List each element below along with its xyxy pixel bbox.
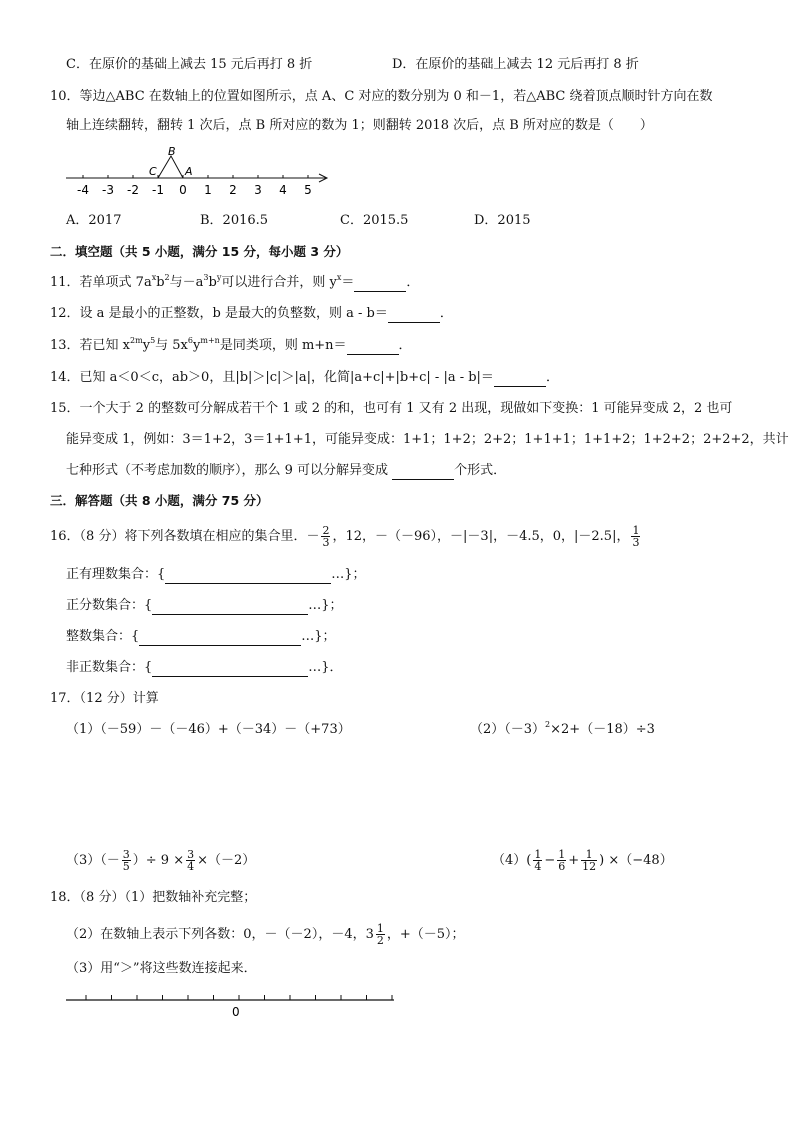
q10-tick-label: -4 <box>77 183 89 197</box>
q17-p3-fraction-3-4: $\frac{3}{4}$ <box>187 848 195 873</box>
q10-tick-label: 0 <box>179 183 187 197</box>
q18-line2: （2）在数轴上表示下列各数：0，－（－2），－4，3 $\frac{1}{2}$ ，+（－5）； <box>66 922 465 947</box>
q15-line3: 七种形式（不考虑加数的顺序），那么 9 可以分解异变成 个形式． <box>66 463 507 478</box>
q10-number-line-figure <box>64 144 334 197</box>
q16-set-integer: 整数集合：{ …}； <box>66 629 336 644</box>
q10-option-a: A．2017 <box>66 213 122 228</box>
q16-stem: 16．（8 分）将下列各数填在相应的集合里．－ $\frac{2}{3}$ ，12，－（－96），－|－3|，－4.5，0，|－2.5|， $\frac{1}{3}$ <box>50 524 640 549</box>
q10-tick-label: 3 <box>254 183 262 197</box>
q10-tick-label: 2 <box>229 183 237 197</box>
q10-option-d: D．2015 <box>474 213 531 228</box>
q15-line1: 15．一个大于 2 的整数可分解成若干个 1 或 2 的和，也可有 1 又有 2 出现，现做如下变换：1 可能异变成 2，2 也可 <box>50 401 733 416</box>
q10-tick-label: 4 <box>279 183 287 197</box>
q13-answer-blank[interactable] <box>347 340 399 355</box>
q11-answer-blank[interactable] <box>354 277 406 292</box>
q17-part2: $(2)(-3)^2\times 2+(-18)\div 3$ <box>470 719 655 737</box>
q10-tick-label: -2 <box>127 183 139 197</box>
q13-line: 13．若已知 $x^{2m}y^5$与 $5x^6y^{m+n}$是同类项，则 m+n＝ ． <box>50 335 412 353</box>
q10-label-a: A <box>185 165 193 178</box>
q18-axis-zero-label: 0 <box>232 1005 240 1019</box>
q10-tick-label: -3 <box>102 183 114 197</box>
q10-stem-line1: 10．等边△ABC 在数轴上的位置如图所示，点 A、C 对应的数分别为 0 和－1，若△ABC 绕着顶点顺时针方向在数 <box>50 89 713 104</box>
section-3-heading: 三．解答题（共 8 小题，满分 75 分） <box>50 493 269 508</box>
q14-line: 14．已知 a＜0＜c，ab＞0，且|b|＞|c|＞|a|，化简|a+c|+|b+c| - |a - b|＝ ． <box>50 370 559 385</box>
q10-stem-line2: 轴上连续翻转，翻转 1 次后，点 B 所对应的数为 1；则翻转 2018 次后，点 B 所对应的数是（ ） <box>66 118 653 133</box>
q18-fraction-1-2: $\frac{1}{2}$ <box>376 922 384 947</box>
q16-fraction-one-third: $\frac{1}{3}$ <box>632 524 640 549</box>
q10-triangle <box>158 156 183 178</box>
q11-line: 11．若单项式 $7a^xb^2$与$-a^3b^y$可以进行合并，则 $y^x=$ ． <box>50 272 420 290</box>
q16-set3-blank[interactable] <box>139 631 301 646</box>
q10-option-c: C．2015.5 <box>340 213 409 228</box>
q16-set1-blank[interactable] <box>165 569 331 584</box>
q16-set-non-positive: 非正数集合：{ …}． <box>66 660 343 675</box>
q10-label-b: B <box>168 145 176 158</box>
q10-tick-label: 5 <box>304 183 312 197</box>
q16-set4-blank[interactable] <box>152 662 308 677</box>
q9-option-c: C．在原价的基础上减去 15 元后再打 8 折 <box>66 57 313 72</box>
q17-part3: （3）（－ $\frac{3}{5}$ ）÷ 9 × $\frac{3}{4}$ ×（－2） <box>66 848 256 873</box>
q9-option-d: D．在原价的基础上减去 12 元后再打 8 折 <box>392 57 639 72</box>
q17-p4-fraction-1-4: $\frac{1}{4}$ <box>534 848 542 873</box>
q16-set-positive-rational: 正有理数集合：{ …}； <box>66 567 366 582</box>
q14-answer-blank[interactable] <box>494 372 546 387</box>
section-2-heading: 二．填空题（共 5 小题，满分 15 分，每小题 3 分） <box>50 244 349 259</box>
q18-number-line-figure[interactable] <box>66 990 406 1020</box>
q12-line: 12．设 a 是最小的正整数，b 是最大的负整数，则 a - b＝ ． <box>50 306 453 321</box>
q16-fraction-two-thirds: $\frac{2}{3}$ <box>322 524 330 549</box>
q15-answer-blank[interactable] <box>392 465 454 480</box>
q16-set-positive-fraction: 正分数集合：{ …}； <box>66 598 343 613</box>
q17-title: 17．（12 分）计算 <box>50 691 159 706</box>
q18-line1: 18．（8 分）（1）把数轴补充完整； <box>50 890 257 905</box>
q17-p3-fraction-3-5: $\frac{3}{5}$ <box>122 848 130 873</box>
q17-p4-fraction-1-6: $\frac{1}{6}$ <box>558 848 566 873</box>
q10-label-c: C <box>149 165 157 178</box>
q17-part1: （1）（－59）－（－46）+（－34）－（+73） <box>66 722 351 737</box>
q15-line2: 能异变成 1，例如：3＝1+2，3＝1+1+1，可能异变成：1+1；1+2；2+2；1+1+1；1+1+2；1+2+2；2+2+2，共计 <box>66 432 789 447</box>
q10-option-b: B．2016.5 <box>200 213 269 228</box>
q16-set2-blank[interactable] <box>152 600 308 615</box>
q17-part4: （4）( $\frac{1}{4}$ − $\frac{1}{6}$ + $\frac{1}{12}$ ) ×（−48） <box>492 848 673 873</box>
q12-answer-blank[interactable] <box>388 308 440 323</box>
q17-p4-fraction-1-12: $\frac{1}{12}$ <box>582 848 597 873</box>
q10-tick-label: 1 <box>204 183 212 197</box>
q18-line3: （3）用“＞”将这些数连接起来． <box>66 961 257 976</box>
q10-tick-label: -1 <box>152 183 164 197</box>
